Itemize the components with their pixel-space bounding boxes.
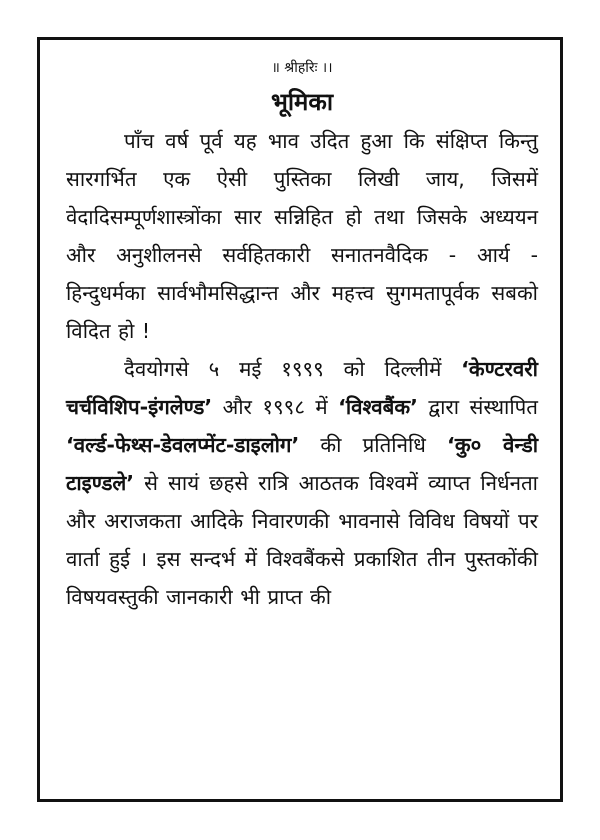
bold-term-worldbank: ‘विश्वबैंक’ <box>338 395 418 419</box>
text-segment: से सायं छहसे रात्रि आठतक विश्वमें व्याप्त निर्धनता और अराजकता आदिके निवारणकी भावनासे विविध विषयों पर वार्ता हुई । इस सन्दर्भ में विश्वबैंकसे प्रकाशित तीन पुस्तकोंकी विषयवस्तुकी जानकारी भी प्राप्त की <box>66 471 538 609</box>
page-border-frame <box>37 37 563 802</box>
invocation-line: ॥ श्रीहरिः ।। <box>271 60 333 76</box>
text-segment: और १९९८ में <box>212 395 339 419</box>
page-content <box>66 58 538 616</box>
text-segment: दैवयोगसे ५ मई १९९९ को दिल्लीमें <box>124 357 462 381</box>
page-title: भूमिका <box>270 88 334 116</box>
paragraph-meeting <box>66 350 538 616</box>
bold-term-wfdd: ‘वर्ल्ड-फेथ्स-डेवलप्मेंट-डाइलोग’ <box>66 433 300 457</box>
paragraph-intro: पाँच वर्ष पूर्व यह भाव उदित हुआ कि संक्षिप्त किन्तु सारगर्भित एक ऐसी पुस्तिका लिखी जाय, जिसमें वेदादिसम्पूर्णशास्त्रोंका सार सन्निहित हो तथा जिसके अध्ययन और अनुशीलनसे सर्वहितकारी सनातनवैदिक - आर्य - हिन्दुधर्मका सार्वभौमसिद्धान्त और महत्त्व सुगमतापूर्वक सबको विदित हो ! <box>66 129 538 343</box>
text-segment: की प्रतिनिधि <box>299 433 448 457</box>
bold-term-canterbury: ‘केण्टरवरी चर्चविशिप-इंगलेण्ड’ <box>66 357 538 419</box>
bold-term-wendy-tyndale: ‘कु० वेन्डी टाइण्डले’ <box>66 433 538 495</box>
text-segment: द्वारा संस्थापित <box>417 395 538 419</box>
